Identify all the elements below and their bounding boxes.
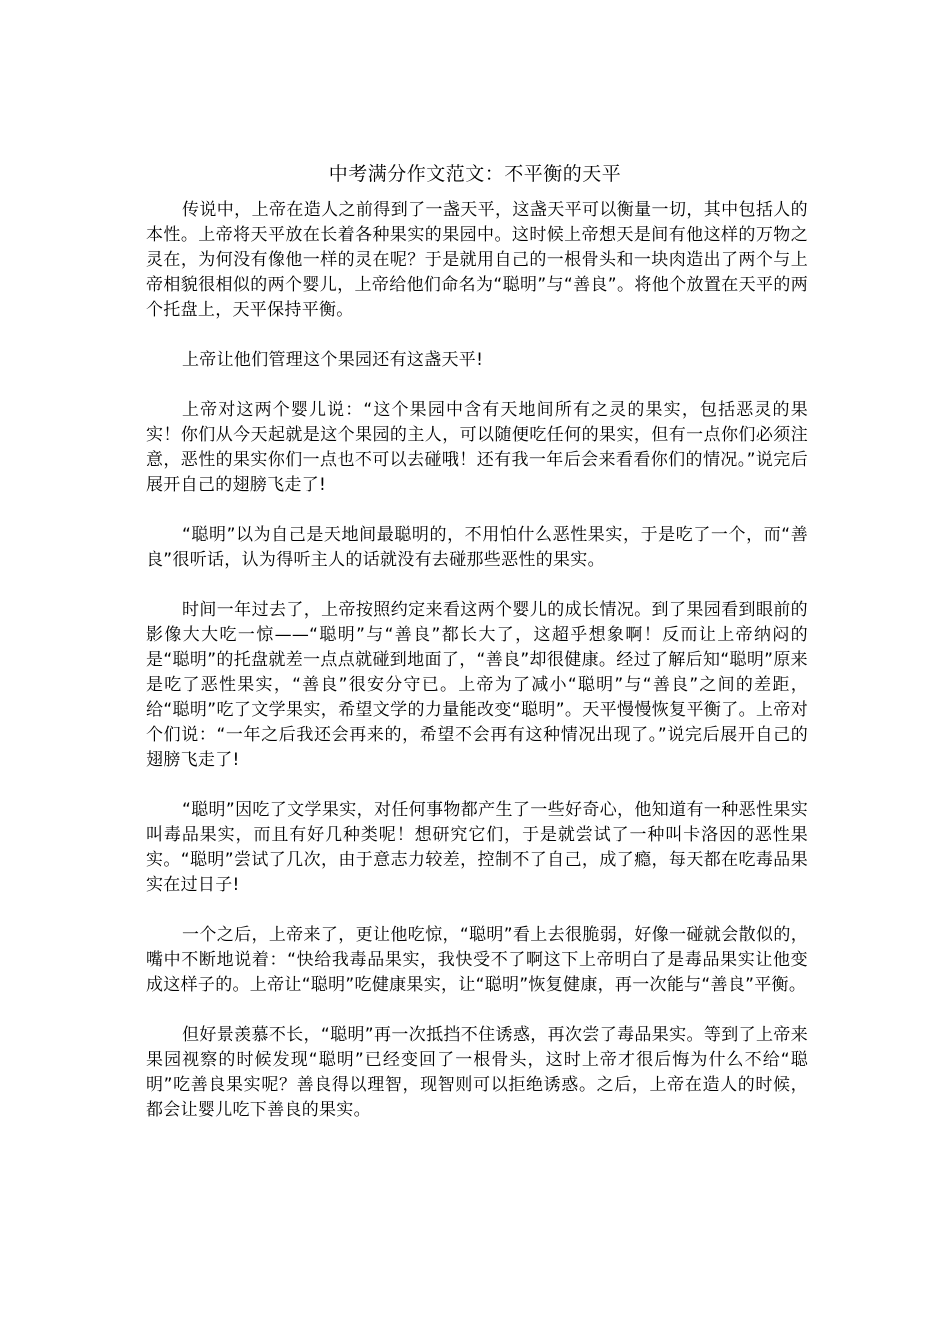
paragraph-4: “聪明”以为自己是天地间最聪明的，不用怕什么恶性果实，于是吃了一个，而“善良”很听话，认为得听主人的话就没有去碰那些恶性的果实。 [146, 525, 808, 570]
paragraph-7: 一个之后，上帝来了，更让他吃惊，“聪明”看上去很脆弱，好像一碰就会散似的，嘴中不断地说着：“快给我毒品果实，我快受不了啊这下上帝明白了是毒品果实让他变成这样子的。上帝让“聪明”吃健康果实，让“聪明”恢复健康，再一次能与“善良”平衡。 [146, 925, 808, 995]
paragraph-3: 上帝对这两个婴儿说：“这个果园中含有天地间所有之灵的果实，包括恶灵的果实！你们从今天起就是这个果园的主人，可以随便吃任何的果实，但有一点你们必须注意，恶性的果实你们一点也不可以去碰哦！还有我一年后会来看看你们的情况。”说完后展开自己的翅膀飞走了! [146, 400, 808, 495]
paragraph-1: 传说中，上帝在造人之前得到了一盏天平，这盏天平可以衡量一切，其中包括人的本性。上帝将天平放在长着各种果实的果园中。这时候上帝想天是间有他这样的万物之灵在，为何没有像他一样的灵在呢？于是就用自己的一根骨头和一块肉造出了两个与上帝相貌很相似的两个婴儿，上帝给他们命名为“聪明”与“善良”。将他个放置在天平的两个托盘上，天平保持平衡。 [146, 200, 808, 320]
paragraph-2: 上帝让他们管理这个果园还有这盏天平! [182, 350, 484, 370]
paragraph-8: 但好景羡慕不长，“聪明”再一次抵挡不住诱惑，再次尝了毒品果实。等到了上帝来果园视察的时候发现“聪明”已经变回了一根骨头，这时上帝才很后悔为什么不给“聪明”吃善良果实呢？善良得以理智，现智则可以拒绝诱惑。之后，上帝在造人的时候，都会让婴儿吃下善良的果实。 [146, 1025, 808, 1120]
document-body [146, 198, 808, 1148]
paragraph-6: “聪明”因吃了文学果实，对任何事物都产生了一些好奇心，他知道有一种恶性果实叫毒品果实，而且有好几种类呢！想研究它们，于是就尝试了一种叫卡洛因的恶性果实。“聪明”尝试了几次，由于意志力较差，控制不了自己，成了瘾，每天都在吃毒品果实在过日子! [146, 800, 808, 895]
document-title: 中考满分作文范文：不平衡的天平 [328, 163, 622, 185]
paragraph-5: 时间一年过去了，上帝按照约定来看这两个婴儿的成长情况。到了果园看到眼前的影像大大吃一惊——“聪明”与“善良”都长大了，这超乎想象啊！反而让上帝纳闷的是“聪明”的托盘就差一点点就碰到地面了，“善良”却很健康。经过了解后知“聪明”原来是吃了恶性果实，“善良”很安分守已。上帝为了减小“聪明”与“善良”之间的差距，给“聪明”吃了文学果实，希望文学的力量能改变“聪明”。天平慢慢恢复平衡了。上帝对个们说：“一年之后我还会再来的，希望不会再有这种情况出现了。”说完后展开自己的翅膀飞走了! [146, 600, 808, 770]
